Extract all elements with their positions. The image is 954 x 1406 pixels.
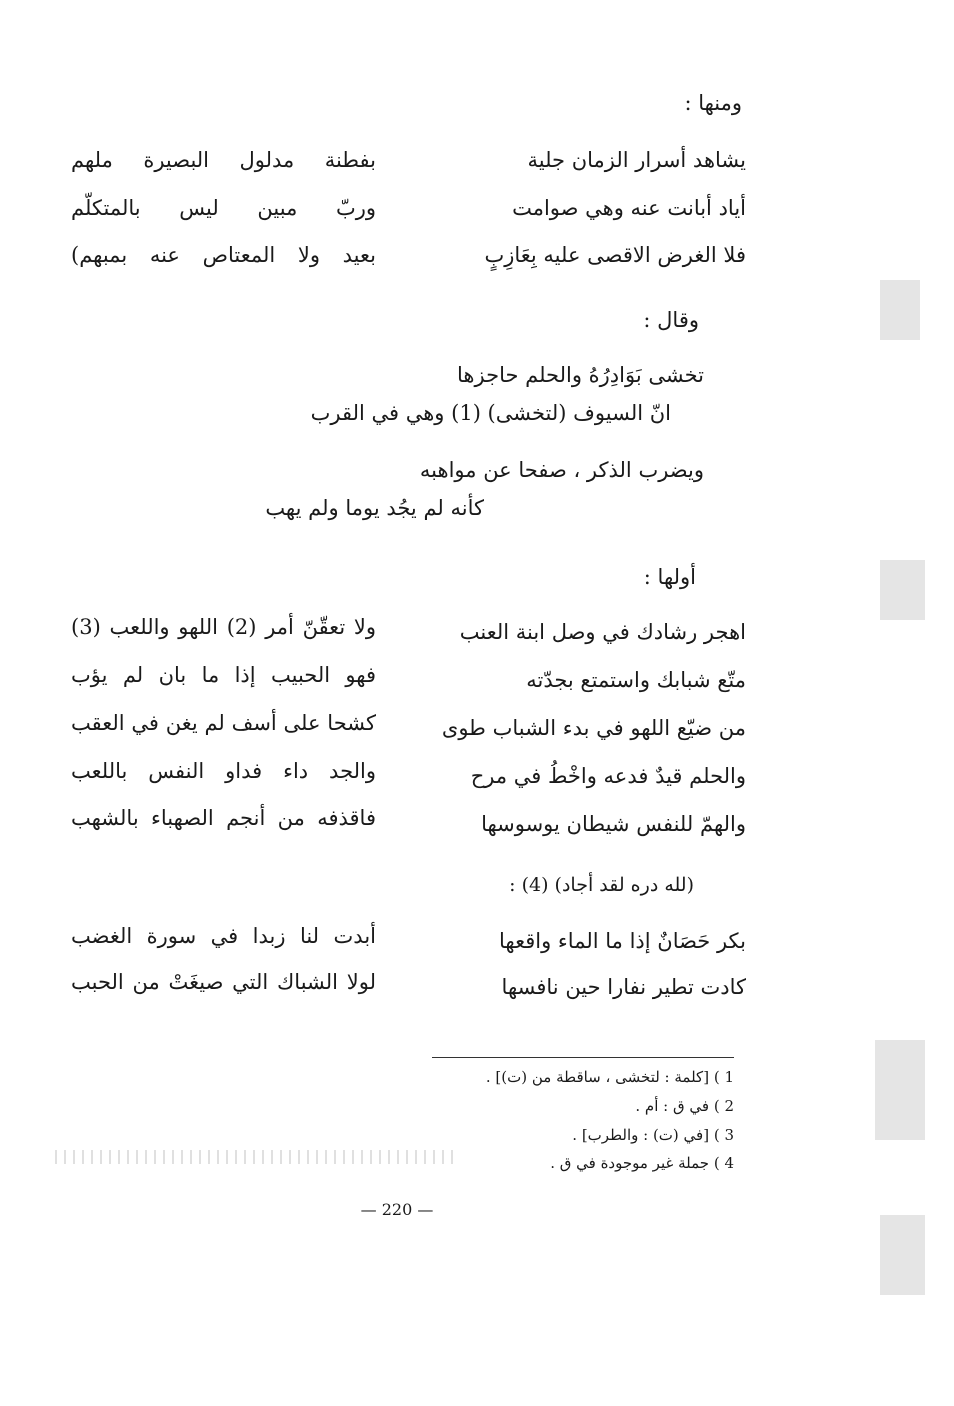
scan-noise	[55, 1150, 455, 1164]
verse-line: تخشى بَوَادِرُهُ والحلم حاجزها	[457, 363, 704, 387]
page-number	[0, 1200, 794, 1219]
page-number-value: 220	[381, 1200, 413, 1219]
verse-right-hemistich: فلا الغرض الاقصى عليه بِعَازِبٍ	[484, 243, 746, 267]
footnote: 4 ) جملة غير موجودة في ق .	[550, 1154, 734, 1172]
verse-right-hemistich: والهمّ للنفس شيطان يوسوسها	[481, 812, 746, 836]
verse-left-hemistich: كشحا على أسف لم يغن في العقب	[71, 711, 376, 735]
section-heading: وقال :	[643, 308, 699, 332]
section-heading: ومنها :	[684, 91, 742, 115]
verse-right-hemistich: والحلم قيدٌ فدعه واخْطُ في مرح	[470, 764, 746, 788]
verse-left-hemistich: فاقذفه من أنجم الصهباء بالشهب	[71, 806, 376, 830]
verse-right-hemistich: متّع شبابك واستمتع بجدّته	[526, 668, 746, 692]
verse-left-hemistich: ولا تعقّنّ أمر (2) اللهو واللعب (3)	[71, 615, 376, 639]
verse-right-hemistich: أياد أبانت عنه وهي صوامت	[512, 196, 746, 220]
verse-right-hemistich: بكر حَصَانٌ إذا ما الماء واقعها	[499, 929, 746, 953]
verse-left-hemistich: فهو الحبيب إذا ما بان لم يؤب	[71, 663, 376, 687]
verse-line: ويضرب الذكر ، صفحا عن مواهبه	[419, 458, 704, 482]
footnote: 3 ) [في (ت) : والطرب] .	[572, 1126, 734, 1144]
scan-speck	[880, 560, 925, 620]
verse-line: انّ السيوف (لتخشى) (1) وهي في القرب	[310, 401, 671, 425]
scan-speck	[875, 1040, 925, 1140]
verse-left-hemistich: والجد داء فداو النفس باللعب	[71, 759, 376, 783]
section-heading: أولها :	[643, 565, 696, 589]
verse-left-hemistich: بفطنة مدلول البصيرة ملهم	[71, 148, 376, 172]
verse-right-hemistich: من ضيّع اللهو في بدء الشباب طوى	[441, 716, 746, 740]
verse-left-hemistich: بعيد ولا المعتاص عنه بمبهم)	[71, 243, 376, 267]
verse-right-hemistich: كادت تطير نفارا حين نافسها	[501, 975, 746, 999]
verse-left-hemistich: وربّ مبين ليس بالمتكلّم	[71, 196, 376, 220]
footnote: 1 ) [كلمة : لتخشى ، ساقطة من (ت)] .	[485, 1068, 734, 1086]
verse-left-hemistich: أبدت لنا زبدا في سورة الغضب	[71, 924, 376, 948]
verse-right-hemistich: اهجر رشادك في وصل ابنة العنب	[459, 620, 746, 644]
dash-right: —	[412, 1200, 434, 1219]
dash-left: —	[360, 1200, 382, 1219]
scan-speck	[880, 1215, 925, 1295]
footnote: 2 ) في ق : أم .	[635, 1097, 734, 1115]
verse-line: كأنه لم يجُد يوما ولم يهب	[265, 496, 484, 520]
verse-right-hemistich: يشاهد أسرار الزمان جلية	[527, 148, 746, 172]
scan-speck	[880, 280, 920, 340]
footnote-separator	[432, 1057, 734, 1058]
verse-left-hemistich: لولا الشباك التي صيغَتْ من الحبب	[71, 970, 376, 994]
section-heading: (لله دره لقد أجاد) (4) :	[509, 874, 694, 896]
